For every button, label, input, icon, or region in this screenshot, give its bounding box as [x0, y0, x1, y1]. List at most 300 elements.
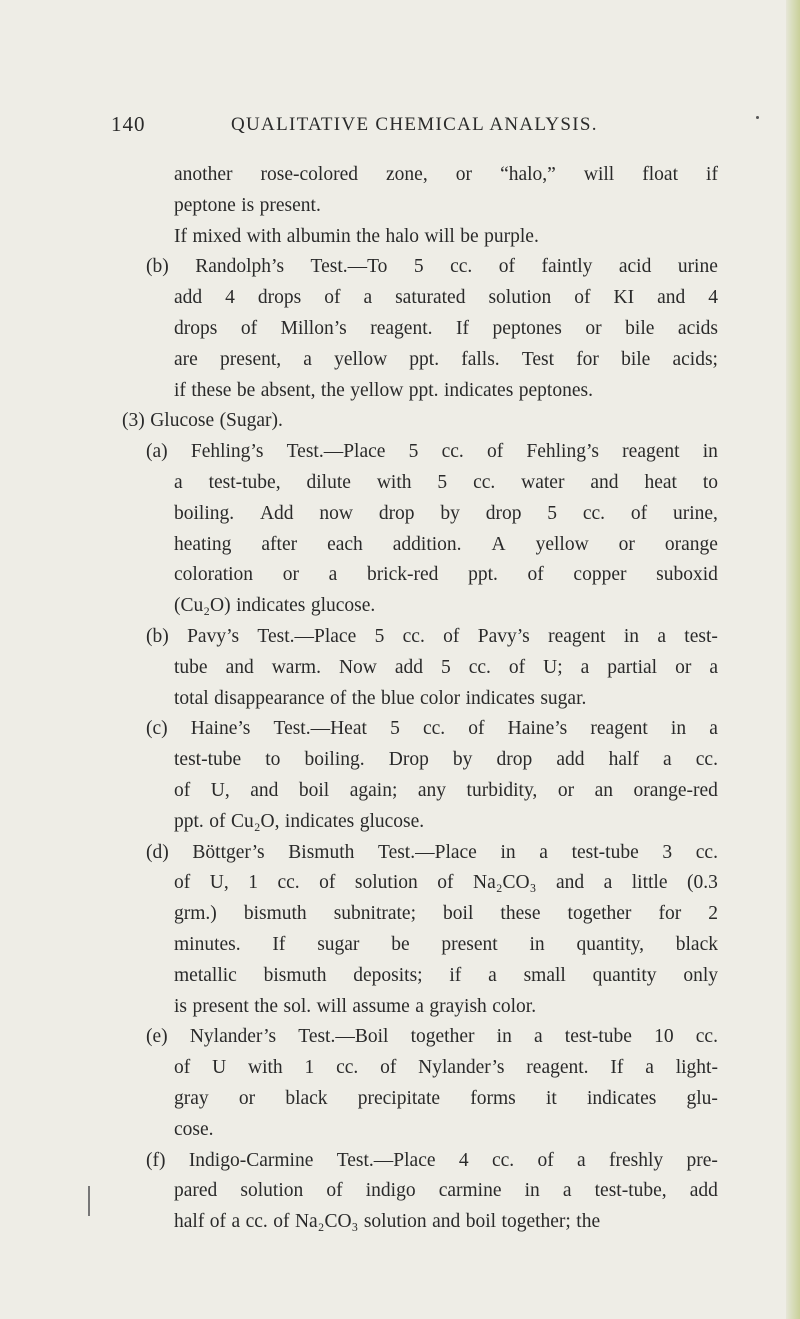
word: (b) — [146, 256, 169, 278]
text-line — [122, 160, 718, 191]
word: of — [498, 256, 516, 278]
word: subnitrate; — [333, 903, 417, 925]
text-line — [122, 807, 718, 838]
word: test-tube — [564, 1026, 632, 1048]
word: ppt. — [468, 564, 498, 586]
word: (d) — [146, 841, 169, 863]
word: partial — [607, 656, 658, 678]
word: or — [618, 533, 635, 555]
word: little — [631, 872, 668, 894]
word: 4 — [708, 287, 718, 309]
word: indicates — [443, 379, 514, 401]
text-line — [122, 1115, 718, 1146]
word: a — [603, 872, 613, 894]
word: U; — [543, 656, 563, 678]
word: dilute — [306, 471, 351, 493]
word: color — [420, 687, 461, 709]
word: by — [440, 502, 460, 524]
text-line — [122, 1146, 718, 1177]
text-line — [122, 1084, 718, 1115]
word: boil — [443, 903, 474, 925]
word: ppt. — [174, 810, 204, 832]
word: if — [449, 964, 462, 986]
word: drops — [174, 317, 218, 339]
word: a — [709, 656, 718, 678]
margin-mark — [88, 1186, 90, 1216]
word: If — [610, 1057, 624, 1079]
word: solution — [354, 872, 418, 894]
word: heating — [174, 533, 232, 555]
text-line — [122, 530, 718, 561]
word: (Cu₂O) — [174, 595, 231, 617]
word: mixed — [192, 225, 242, 247]
word: of — [209, 1211, 227, 1233]
word: present — [192, 995, 249, 1017]
word: precipitate — [357, 1087, 441, 1109]
word: If — [174, 225, 187, 247]
word: half — [608, 749, 639, 771]
word: or — [585, 317, 602, 339]
word: cc. — [277, 872, 300, 894]
text-line — [122, 899, 718, 930]
text-line — [122, 1053, 718, 1084]
word: of — [174, 779, 191, 801]
word: 2 — [708, 903, 718, 925]
word: indigo — [365, 1180, 416, 1202]
word: metallic — [174, 964, 237, 986]
text-line — [122, 930, 718, 961]
word: a — [488, 964, 497, 986]
word: peptones. — [518, 379, 593, 401]
word: urine, — [672, 502, 718, 524]
word: disappearance — [214, 687, 325, 709]
word: boiling. — [174, 502, 235, 524]
word: 10 — [654, 1026, 674, 1048]
word: Millon’s — [280, 317, 347, 339]
word: if — [174, 379, 186, 401]
word: boiling. — [304, 749, 365, 771]
word: halo — [385, 225, 420, 247]
word: and — [250, 779, 279, 801]
word: or — [238, 1087, 256, 1109]
text-line — [122, 653, 718, 684]
word: (3) — [122, 410, 145, 432]
word: each — [327, 533, 363, 555]
print-speck — [756, 116, 759, 119]
word: in — [524, 1180, 540, 1202]
word: acid — [618, 256, 652, 278]
word: in — [702, 441, 718, 463]
word: freshly — [609, 1149, 664, 1171]
word: in — [529, 933, 545, 955]
word: of — [630, 502, 648, 524]
word: deposits; — [353, 964, 423, 986]
word: and — [657, 287, 686, 309]
word: gray — [174, 1087, 209, 1109]
word: 5 — [374, 625, 385, 647]
word: for — [658, 903, 682, 925]
word: Pavy’s — [477, 625, 530, 647]
word: any — [417, 779, 447, 801]
word: Haine’s — [507, 718, 568, 740]
word: Test.—To — [310, 256, 388, 278]
word: Cu₂O, — [230, 810, 280, 832]
word: in — [670, 718, 687, 740]
word: solution — [488, 287, 552, 309]
word: Test.—Place — [286, 441, 386, 463]
word: Na₂CO₃ — [473, 872, 537, 894]
word: with — [246, 225, 282, 247]
word: albumin — [286, 225, 351, 247]
word: Böttger’s — [192, 841, 265, 863]
text-line — [122, 468, 718, 499]
word: cc. — [695, 1026, 718, 1048]
word: reagent. — [526, 1057, 589, 1079]
word: or — [557, 779, 575, 801]
word: boil — [465, 1211, 497, 1233]
word: cc. — [336, 1057, 359, 1079]
word: indicates — [236, 595, 306, 617]
word: cc. — [582, 502, 606, 524]
word: total — [174, 687, 209, 709]
word: the — [576, 1211, 601, 1233]
word: faintly — [541, 256, 593, 278]
word: a — [709, 718, 718, 740]
page-edge — [786, 0, 800, 1319]
word: 5 — [408, 441, 419, 463]
word: cc. — [245, 1211, 268, 1233]
word: of — [240, 317, 258, 339]
word: it — [545, 1087, 557, 1109]
word: a — [645, 1057, 654, 1079]
word: (Sugar). — [219, 410, 283, 432]
word: indicates — [587, 1087, 657, 1109]
word: black — [285, 1087, 328, 1109]
word: assume — [352, 995, 410, 1017]
word: (0.3 — [687, 872, 718, 894]
word: 4 — [225, 287, 235, 309]
word: or — [675, 656, 692, 678]
word: Fehling’s — [526, 441, 599, 463]
word: bile — [621, 348, 651, 370]
word: grm.) — [174, 903, 217, 925]
word: If — [456, 317, 470, 339]
word: for — [576, 348, 599, 370]
word: a — [539, 841, 548, 863]
word: together — [410, 1026, 475, 1048]
text-line — [122, 684, 718, 715]
word: a — [533, 1026, 543, 1048]
word: carmine — [438, 1180, 502, 1202]
text-line — [122, 345, 718, 376]
word: a — [174, 471, 183, 493]
word: a — [303, 348, 312, 370]
word: of — [574, 287, 591, 309]
word: minutes. — [174, 933, 241, 955]
word: quantity — [592, 964, 657, 986]
word: of — [319, 872, 336, 894]
word: cc. — [491, 1149, 515, 1171]
text-line — [122, 714, 718, 745]
word: acids; — [672, 348, 718, 370]
word: (f) — [146, 1149, 166, 1171]
word: of — [537, 1149, 554, 1171]
word: cose. — [174, 1118, 214, 1140]
word: an — [594, 779, 613, 801]
word: of — [330, 687, 347, 709]
word: brick-red — [366, 564, 439, 586]
word: reagent — [548, 625, 606, 647]
text-line — [122, 406, 718, 437]
word: 5 — [390, 718, 400, 740]
word: pared — [174, 1180, 218, 1202]
text-line — [122, 560, 718, 591]
word: to — [265, 749, 281, 771]
word: a — [657, 625, 666, 647]
word: grayish — [429, 995, 487, 1017]
text-line — [122, 1207, 718, 1238]
text-line — [122, 437, 718, 468]
word: glucose. — [359, 810, 425, 832]
word: light- — [675, 1057, 718, 1079]
word: and — [225, 656, 254, 678]
word: Nylander’s — [418, 1057, 505, 1079]
word: solution — [363, 1211, 427, 1233]
word: Test — [521, 348, 555, 370]
word: 5 — [547, 502, 558, 524]
word: cc. — [695, 749, 718, 771]
word: U, — [210, 779, 230, 801]
word: Glucose — [150, 410, 215, 432]
word: to — [702, 471, 718, 493]
word: float — [642, 164, 678, 185]
word: a — [231, 1211, 241, 1233]
text-line — [122, 992, 718, 1023]
word: (b) — [146, 625, 169, 647]
word: copper — [573, 564, 627, 586]
word: present — [441, 933, 498, 955]
word: and — [555, 872, 585, 894]
word: the — [351, 687, 376, 709]
word: a — [415, 995, 424, 1017]
word: quantity, — [576, 933, 644, 955]
word: yellow — [334, 348, 388, 370]
word: bismuth — [263, 964, 327, 986]
word: 5 — [437, 471, 448, 493]
word: reagent — [622, 441, 680, 463]
word: “halo,” — [500, 164, 556, 185]
word: Test.—Heat — [273, 718, 367, 740]
word: are — [174, 348, 198, 370]
text-line — [122, 838, 718, 869]
word: 3 — [662, 841, 673, 863]
word: (c) — [146, 718, 168, 740]
word: of — [324, 287, 341, 309]
word: half — [174, 1211, 205, 1233]
word: if — [706, 164, 718, 185]
word: will — [316, 995, 347, 1017]
word: black — [675, 933, 718, 955]
word: peptones — [492, 317, 562, 339]
word: another — [174, 164, 233, 185]
word: 1 — [248, 872, 258, 894]
word: purple. — [484, 225, 539, 247]
word: U — [212, 1057, 227, 1079]
word: tube — [174, 656, 208, 678]
word: Test.—Boil — [298, 1026, 389, 1048]
word: bismuth — [243, 903, 307, 925]
text-line — [122, 868, 718, 899]
text-line — [122, 499, 718, 530]
word: by — [452, 749, 473, 771]
word: of — [174, 1057, 191, 1079]
word: orange — [664, 533, 718, 555]
word: Now — [338, 656, 377, 678]
text-line — [122, 376, 718, 407]
word: reagent — [590, 718, 648, 740]
word: turbidity, — [466, 779, 538, 801]
word: 5 — [441, 656, 451, 678]
word: present. — [259, 194, 321, 216]
word: yellow — [350, 379, 404, 401]
word: A — [491, 533, 506, 555]
word: zone, — [386, 164, 428, 185]
word: ppt. — [409, 348, 440, 370]
text-line — [122, 1176, 718, 1207]
text-line — [122, 191, 718, 222]
word: absent, — [260, 379, 316, 401]
word: (e) — [146, 1026, 168, 1048]
word: add — [689, 1180, 718, 1202]
word: water — [521, 471, 565, 493]
word: a — [580, 656, 590, 678]
text-line — [122, 314, 718, 345]
word: and — [590, 471, 619, 493]
page-number: 140 — [111, 112, 146, 136]
word: test-tube, — [208, 471, 281, 493]
word: a — [328, 564, 338, 586]
word: warm. — [271, 656, 321, 678]
word: indicates — [465, 687, 535, 709]
word: ppt. — [408, 379, 439, 401]
word: a — [562, 1180, 572, 1202]
word: the — [254, 995, 279, 1017]
word: is — [241, 194, 255, 216]
word: bile — [625, 317, 655, 339]
word: yellow — [535, 533, 589, 555]
word: cc. — [695, 841, 718, 863]
word: of — [326, 1180, 343, 1202]
word: of — [486, 441, 504, 463]
word: cc. — [402, 625, 425, 647]
word: saturated — [395, 287, 466, 309]
word: U, — [209, 872, 229, 894]
word: small — [523, 964, 566, 986]
word: glu- — [686, 1087, 718, 1109]
word: cc. — [422, 718, 446, 740]
word: a — [663, 749, 672, 771]
word: will — [583, 164, 615, 185]
word: of — [437, 872, 454, 894]
word: Bismuth — [288, 841, 355, 863]
word: orange-red — [633, 779, 718, 801]
word: (a) — [146, 441, 168, 463]
word: of — [380, 1057, 397, 1079]
word: cc. — [450, 256, 473, 278]
word: again; — [349, 779, 398, 801]
word: will — [424, 225, 455, 247]
word: glucose. — [310, 595, 376, 617]
word: 4 — [458, 1149, 469, 1171]
word: a — [577, 1149, 586, 1171]
word: urine — [677, 256, 718, 278]
text-line — [122, 222, 718, 253]
word: Drop — [388, 749, 429, 771]
word: addition. — [392, 533, 462, 555]
word: Test.—Place — [257, 625, 357, 647]
text-line — [122, 252, 718, 283]
word: indicates — [284, 810, 355, 832]
word: of — [209, 810, 226, 832]
running-head: QUALITATIVE CHEMICAL ANALYSIS. — [231, 114, 598, 135]
word: the — [320, 379, 345, 401]
word: drops — [257, 287, 302, 309]
text-line — [122, 622, 718, 653]
word: these — [500, 903, 541, 925]
word: a — [363, 287, 373, 309]
word: Pavy’s — [187, 625, 240, 647]
word: be — [236, 379, 256, 401]
word: in — [500, 841, 516, 863]
word: blue — [381, 687, 415, 709]
word: 5 — [413, 256, 424, 278]
word: be — [460, 225, 479, 247]
text-line — [122, 591, 718, 622]
word: coloration — [174, 564, 254, 586]
word: together; — [501, 1211, 571, 1233]
word: cc. — [441, 441, 464, 463]
word: 1 — [304, 1057, 315, 1079]
text-line — [122, 283, 718, 314]
word: Test.—Place — [336, 1149, 436, 1171]
word: Nylander’s — [189, 1026, 277, 1048]
word: boil — [298, 779, 330, 801]
body-text — [122, 160, 718, 1238]
word: test- — [684, 625, 718, 647]
word: of — [443, 625, 460, 647]
word: solution — [240, 1180, 304, 1202]
word: or — [455, 164, 473, 185]
word: forms — [470, 1087, 516, 1109]
word: of — [508, 656, 526, 678]
word: add — [556, 749, 585, 771]
word: Indigo-Carmine — [188, 1149, 314, 1171]
word: Randolph’s — [195, 256, 285, 278]
word: Test.—Place — [378, 841, 477, 863]
word: in — [623, 625, 639, 647]
word: KI — [613, 287, 635, 309]
word: test-tube, — [594, 1180, 667, 1202]
word: together — [567, 903, 632, 925]
word: add — [174, 287, 203, 309]
word: after — [261, 533, 298, 555]
word: with — [376, 471, 412, 493]
word: only — [683, 964, 718, 986]
word: Fehling’s — [190, 441, 264, 463]
word: is — [174, 995, 188, 1017]
word: If — [272, 933, 286, 955]
word: present, — [219, 348, 282, 370]
